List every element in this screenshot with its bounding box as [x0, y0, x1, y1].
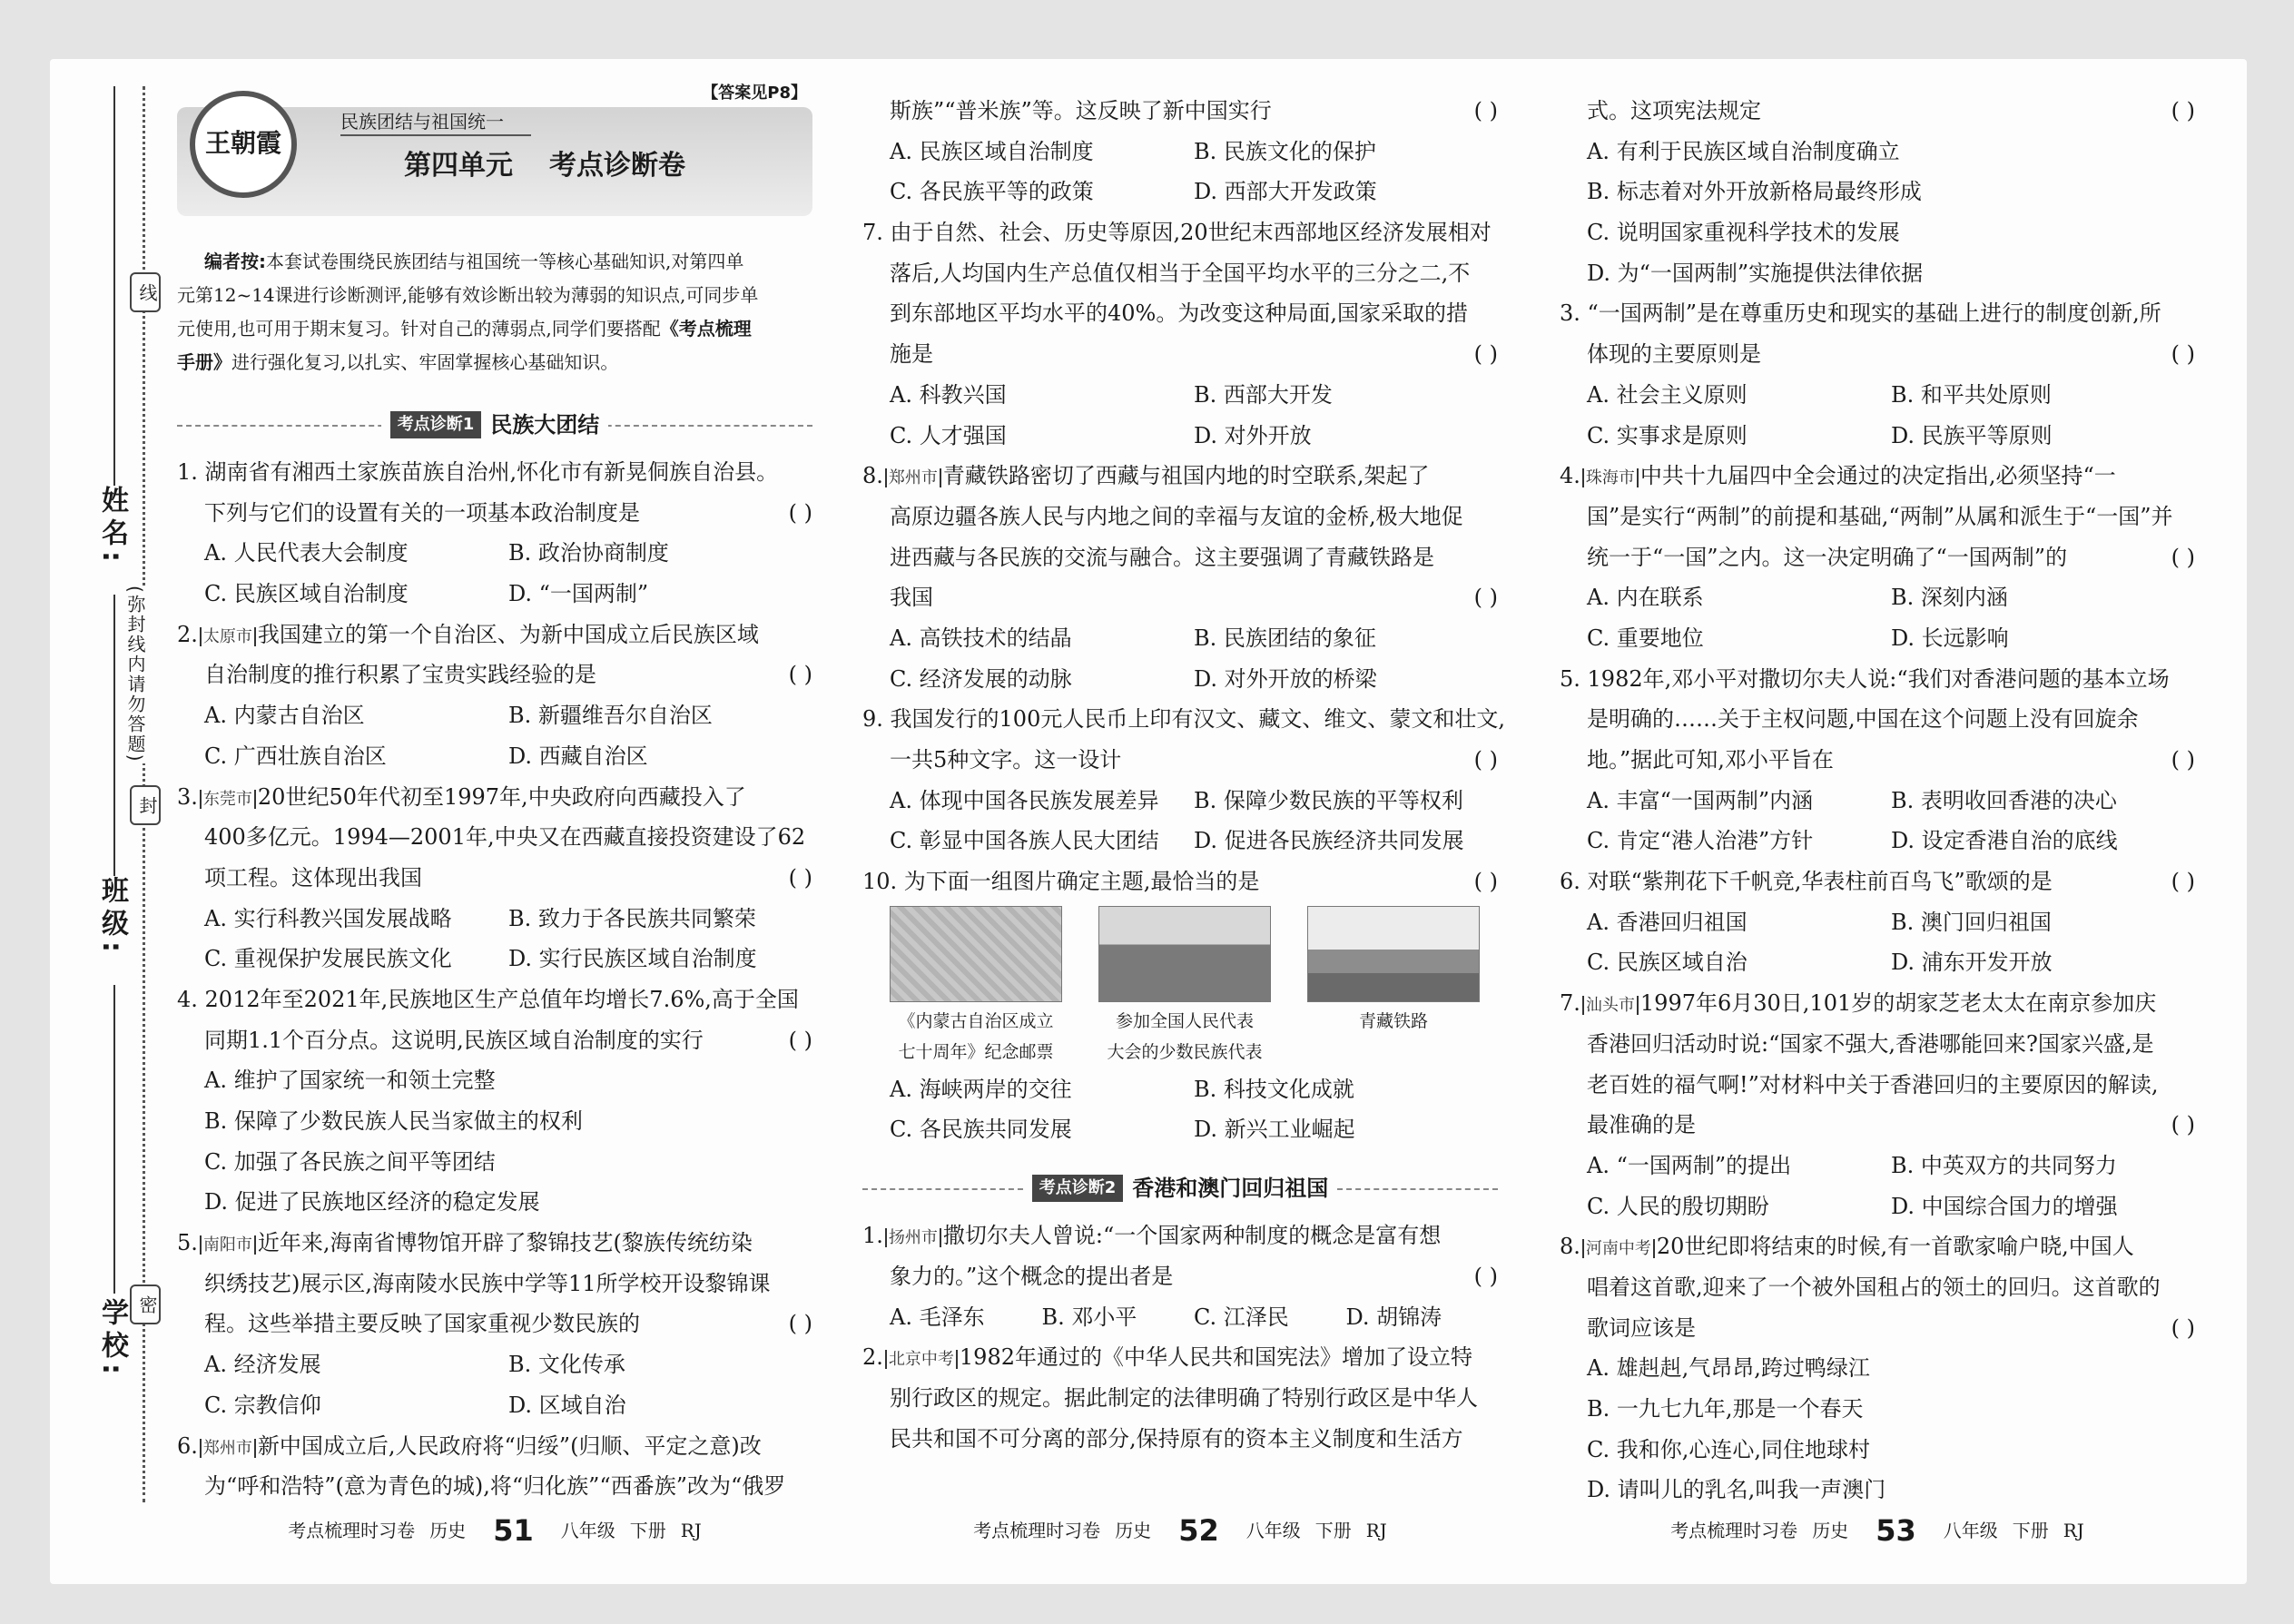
- column-1: [177, 84, 812, 1507]
- binding-note: (弥封线内请勿答题): [123, 586, 149, 763]
- stamp-image: [890, 906, 1062, 1002]
- question-2-6: 6. 对联“紫荆花下千帆竞,华表柱前百鸟飞”歌颂的是 ( ) A. 香港回归祖国 B. 澳门回归祖国 C. 民族区域自治 D. 浦东开发开放: [1560, 869, 2195, 976]
- section-heading-1: 考点诊断1 民族大团结: [177, 398, 812, 452]
- seal-mark: 封: [130, 785, 161, 825]
- page-number: 52: [1178, 1513, 1219, 1548]
- page-title: 第四单元 考点诊断卷: [404, 150, 685, 182]
- question-1-10: 10. 为下面一组图片确定主题,最恰当的是 ( ) 《内蒙古自治区成立 七十周年》纪念邮票 参加全国人民代表 大会的少数民族代表 青藏铁路 A. 海峡两岸的交往 B. 科技文化成就 C. 各民族共同发展 D. 新兴工业崛起: [862, 869, 1498, 1143]
- question-1-6: 6. 郑州市 新中国成立后,人民政府将“归绥”(归顺、平定之意)改 为“呼和浩特”(意为青色的城),将“归化族”“西番族”改为“俄罗: [177, 1432, 786, 1500]
- question-1-8: 8. 郑州市 青藏铁路密切了西藏与祖国内地的时空联系,架起了 高原边疆各族人民与内地之间的幸福与友谊的金桥,极大地促 进西藏与各民族的交流与融合。这主要强调了青藏铁路是 我国 ( ) A. 高铁技术的结晶 B. 民族团结的象征 C. 经济发展的动脉 D. 对外开放的桥梁: [862, 463, 1498, 692]
- section-heading-2: 考点诊断2 香港和澳门回归祖国: [862, 1161, 1498, 1216]
- question-2-3: 3. “一国两制”是在尊重历史和现实的基础上进行的制度创新,所 体现的主要原则是 ( ) A. 社会主义原则 B. 和平共处原则 C. 实事求是原则 D. 民族平等原则: [1560, 300, 2195, 448]
- question-1-2: 2. 太原市 我国建立的第一个自治区、为新中国成立后民族区域 自治制度的推行积累了宝贵实践经验的是 ( ) A. 内蒙古自治区 B. 新疆维吾尔自治区 C. 广西壮族自治区 D. 西藏自治区: [177, 621, 812, 769]
- question-2-7: 7. 汕头市 1997年6月30日,101岁的胡家芝老太太在南京参加庆 香港回归活动时说:“国家不强大,香港哪能回来?国家兴盛,是 老百姓的福气啊!”对材料中关于香港回归的主要原因的解读, 最准确的是 ( ) A. “一国两制”的提出 B. 中英双方的共同努力 C. 人民的殷切期盼 D. 中国综合国力的增强: [1560, 990, 2195, 1219]
- footer-page-51: 考点梳理时习卷 历史 51 八年级 下册 RJ: [288, 1513, 702, 1548]
- question-1-3: 3. 东莞市 20世纪50年代初至1997年,中央政府向西藏投入了 400多亿元。1994—2001年,中央又在西藏直接投资建设了62 项工程。这体现出我国 ( ) A. 实行科教兴国发展战略 B. 致力于各民族共同繁荣 C. 重视保护发展民族文化 D. 实行民族区域自治制度: [177, 783, 812, 972]
- question-2-1: 1. 扬州市 撒切尔夫人曾说:“一个国家两种制度的概念是富有想 象力的。”这个概念的提出者是 ( ) A. 毛泽东 B. 邓小平 C. 江泽民 D. 胡锦涛: [862, 1223, 1498, 1330]
- railway-picture: 青藏铁路: [1307, 906, 1480, 1069]
- editor-note: 编者按:本套试卷围绕民族团结与祖国统一等核心基础知识,对第四单 元第12~14课进行诊断测评,能够有效诊断出较为薄弱的知识点,可同步单 元使用,也可用于期末复习。针对自己的薄弱点,同学们要搭配《考点梳理 手册》进行强化复习,以扎实、牢固掌握核心基础知识。: [177, 251, 759, 373]
- class-underline: [113, 595, 115, 876]
- school-underline: [113, 985, 115, 1294]
- school-label: 学校:: [96, 1298, 128, 1380]
- footer-page-53: 考点梳理时习卷 历史 53 八年级 下册 RJ: [1670, 1513, 2084, 1548]
- brand-logo: 王朝霞: [190, 91, 297, 198]
- column-2: [862, 91, 1505, 1459]
- delegates-picture: 参加全国人民代表 大会的少数民族代表: [1098, 906, 1271, 1069]
- question-1-1: 1. 湖南省有湘西土家族苗族自治州,怀化市有新晃侗族自治县。 下列与它们的设置有关的一项基本政治制度是 ( ) A. 人民代表大会制度 B. 政治协商制度 C. 民族区域自治制度 D. “一国两制”: [177, 459, 812, 607]
- column-3: [1560, 91, 2195, 1511]
- picture-group: [890, 906, 1480, 1069]
- line-mark: 线: [130, 272, 161, 312]
- railway-image: [1307, 906, 1480, 1002]
- name-label: 姓名:: [96, 486, 128, 567]
- question-2-2-cont: 式。这项宪法规定 ( ) A. 有利于民族区域自治制度确立 B. 标志着对外开放新格局最终形成 C. 说明国家重视科学技术的发展 D. 为“一国两制”实施提供法律依据: [1587, 98, 2195, 286]
- bind-mark: 密: [130, 1284, 161, 1324]
- page-number: 51: [493, 1513, 534, 1548]
- question-2-8: 8. 河南中考 20世纪即将结束的时候,有一首歌家喻户晓,中国人 唱着这首歌,迎来了一个被外国租占的领土的回归。这首歌的 歌词应该是 ( ) A. 雄赳赳,气昂昂,跨过鸭绿江 B. 一九七九年,那是一个春天 C. 我和你,心连心,同住地球村 D. 请叫儿的乳名,叫我一声澳门: [1560, 1234, 2195, 1503]
- delegates-image: [1098, 906, 1271, 1002]
- question-1-4: 4. 2012年至2021年,民族地区生产总值年均增长7.6%,高于全国 同期1.1个百分点。这说明,民族区域自治制度的实行 ( ) A. 维护了国家统一和领土完整 B. 保障了少数民族人民当家做主的权利 C. 加强了各民族之间平等团结 D. 促进了民族地区经济的稳定发展: [177, 986, 812, 1216]
- question-1-9: 9. 我国发行的100元人民币上印有汉文、藏文、维文、蒙文和壮文, 一共5种文字。这一设计 ( ) A. 体现中国各民族发展差异 B. 保障少数民族的平等权利 C. 彰显中国各族人民大团结 D. 促进各民族经济共同发展: [862, 706, 1505, 854]
- binding-margin: [77, 86, 159, 1502]
- question-1-6-cont: 斯族”“普米族”等。这反映了新中国实行 ( ) A. 民族区域自治制度 B. 民族文化的保护 C. 各民族平等的政策 D. 西部大开发政策: [890, 98, 1498, 205]
- page-header: [177, 84, 812, 245]
- question-1-5: 5. 南阳市 近年来,海南省博物馆开辟了黎锦技艺(黎族传统纺染 织绣技艺)展示区,海南陵水民族中学等11所学校开设黎锦课 程。这些举措主要反映了国家重视少数民族的 ( ) A. 经济发展 B. 文化传承 C. 宗教信仰 D. 区域自治: [177, 1230, 812, 1418]
- footer-page-52: 考点梳理时习卷 历史 52 八年级 下册 RJ: [973, 1513, 1387, 1548]
- answer-reference: 【答案见P8】: [702, 84, 807, 103]
- unit-subtitle: 民族团结与祖国统一: [340, 109, 531, 136]
- name-underline: [113, 86, 115, 486]
- question-2-4: 4. 珠海市 中共十九届四中全会通过的决定指出,必须坚持“一 国”是实行“两制”的前提和基础,“两制”从属和派生于“一国”并 统一于“一国”之内。这一决定明确了“一国两制”的 ( ) A. 内在联系 B. 深刻内涵 C. 重要地位 D. 长远影响: [1560, 463, 2195, 651]
- stamp-picture: 《内蒙古自治区成立 七十周年》纪念邮票: [890, 906, 1062, 1069]
- question-1-7: 7. 由于自然、社会、历史等原因,20世纪末西部地区经济发展相对 落后,人均国内生产总值仅相当于全国平均水平的三分之二,不 到东部地区平均水平的40%。为改变这种局面,国家采取的措 施是 ( ) A. 科教兴国 B. 西部大开发 C. 人才强国 D. 对外开放: [862, 220, 1498, 448]
- class-label: 班级:: [96, 876, 128, 958]
- question-2-2: 2. 北京中考 1982年通过的《中华人民共和国宪法》增加了设立特 别行政区的规定。据此制定的法律明确了特别行政区是中华人 民共和国不可分离的部分,保持原有的资本主义制度和生活方: [862, 1344, 1478, 1452]
- page-number: 53: [1876, 1513, 1916, 1548]
- question-2-5: 5. 1982年,邓小平对撒切尔夫人说:“我们对香港问题的基本立场 是明确的……关于主权问题,中国在这个问题上没有回旋余 地。”据此可知,邓小平旨在 ( ) A. 丰富“一国两制”内涵 B. 表明收回香港的决心 C. 肯定“港人治港”方针 D. 设定香港自治的底线: [1560, 665, 2195, 854]
